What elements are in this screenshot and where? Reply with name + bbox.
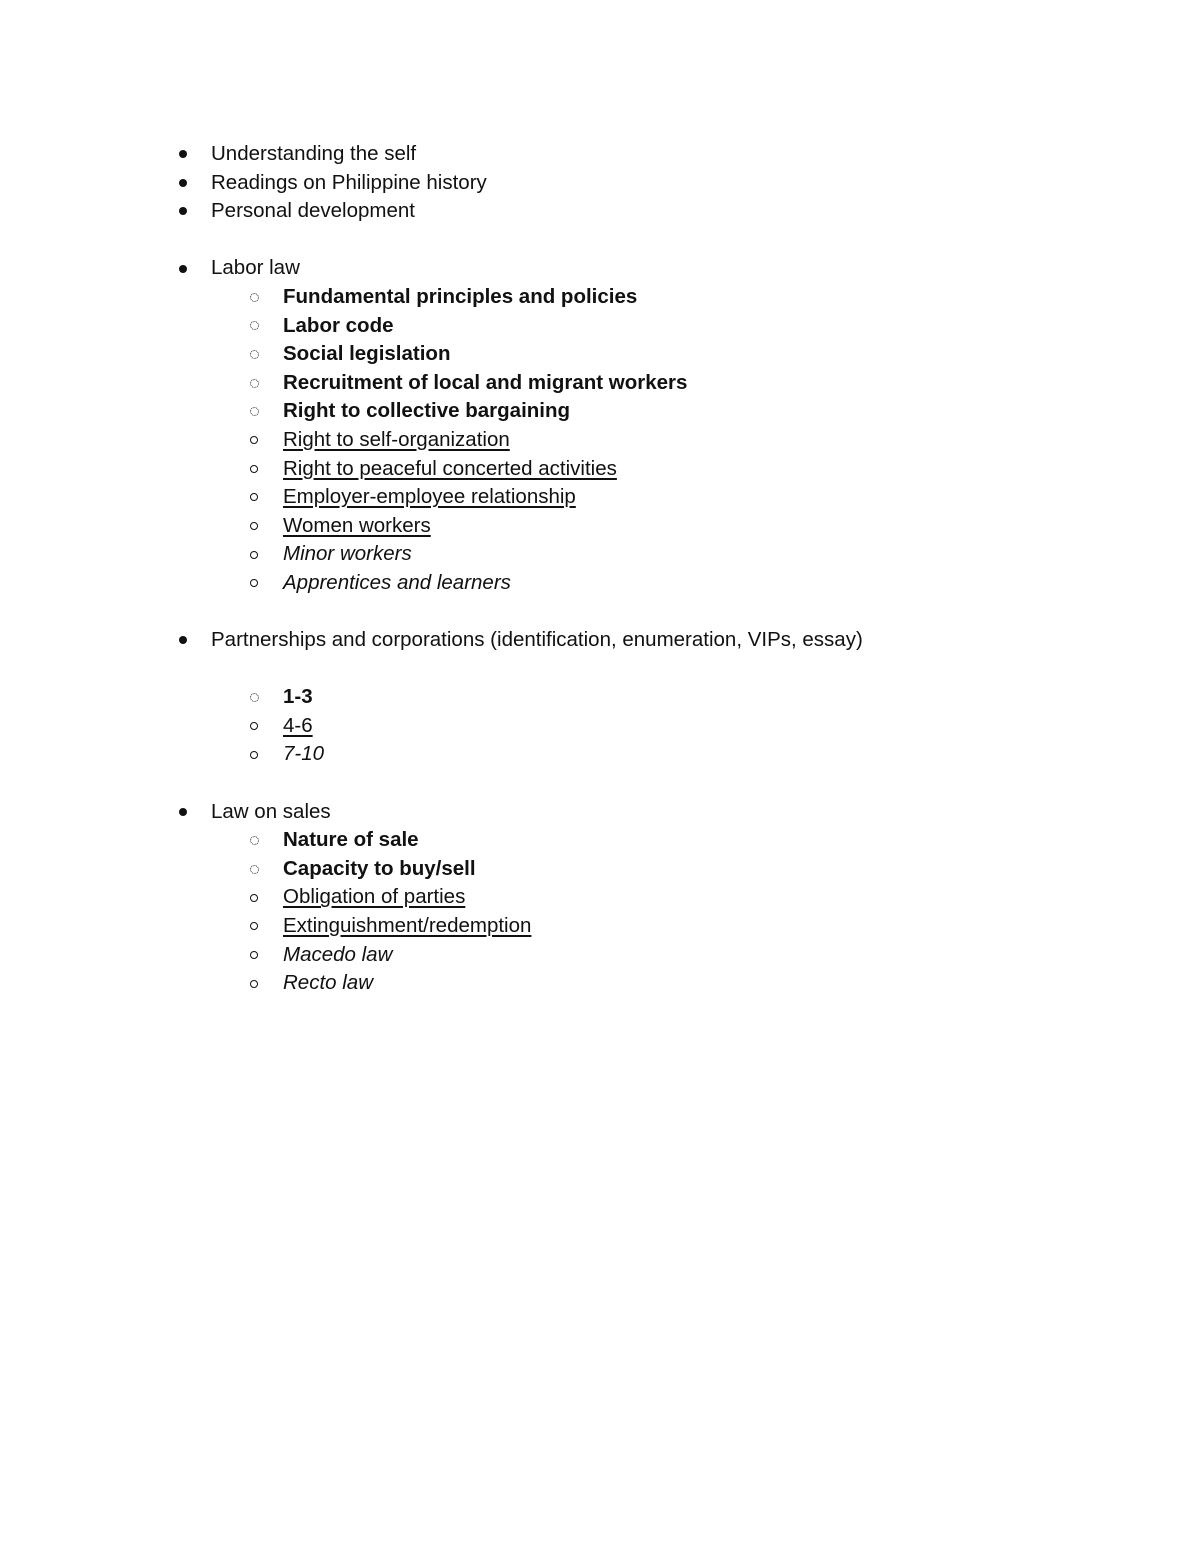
sub-list-item: Nature of sale [0,826,1200,855]
bullet-circle-icon [245,540,263,569]
sub-list-item: 1-3 [0,683,1200,712]
bullet-disc-icon [174,798,192,827]
bullet-disc-icon [174,626,192,655]
bullet-circle-icon [245,426,263,455]
section-heading: Law on sales [0,798,1200,827]
bullet-circle-icon [245,740,263,769]
bullet-disc-icon [174,197,192,226]
list-item: Understanding the self [0,140,1200,169]
bullet-disc-icon [174,140,192,169]
bullet-circle-icon [245,483,263,512]
list-item: Personal development [0,197,1200,226]
sub-list-item: Right to self-organization [0,426,1200,455]
bullet-circle-icon [245,569,263,598]
document-page [0,140,1200,1026]
sub-list-item: Fundamental principles and policies [0,283,1200,312]
sub-list-item: 7-10 [0,740,1200,769]
blank-line [0,655,1200,684]
bullet-circle-icon [245,969,263,998]
sub-list-item: Labor code [0,312,1200,341]
bullet-disc-icon [174,169,192,198]
section-heading: Labor law [0,254,1200,283]
bullet-dotted-circle-icon [245,369,263,398]
sub-list-item: Obligation of parties [0,883,1200,912]
sub-list-item: Employer-employee relationship [0,483,1200,512]
partnerships-section [0,626,1200,769]
sub-list-item: 4-6 [0,712,1200,741]
bullet-dotted-circle-icon [245,826,263,855]
bullet-dotted-circle-icon [245,312,263,341]
sub-list-item: Extinguishment/redemption [0,912,1200,941]
bullet-circle-icon [245,712,263,741]
section-heading: Partnerships and corporations (identification, enumeration, VIPs, essay) [0,626,1200,655]
bullet-dotted-circle-icon [245,683,263,712]
bullet-circle-icon [245,512,263,541]
bullet-circle-icon [245,455,263,484]
bullet-circle-icon [245,912,263,941]
bullet-circle-icon [245,941,263,970]
bullet-dotted-circle-icon [245,855,263,884]
sub-list-item: Right to collective bargaining [0,397,1200,426]
sub-list-item: Minor workers [0,540,1200,569]
law-on-sales-section [0,798,1200,998]
bullet-dotted-circle-icon [245,283,263,312]
bullet-disc-icon [174,254,192,283]
sub-list-item: Right to peaceful concerted activities [0,455,1200,484]
list-item: Readings on Philippine history [0,169,1200,198]
sub-list-item: Women workers [0,512,1200,541]
sub-list-item: Apprentices and learners [0,569,1200,598]
sub-list-item: Macedo law [0,941,1200,970]
sub-list-item: Recruitment of local and migrant workers [0,369,1200,398]
labor-law-section [0,254,1200,597]
bullet-dotted-circle-icon [245,397,263,426]
sub-list-item: Recto law [0,969,1200,998]
sub-list-item: Social legislation [0,340,1200,369]
bullet-circle-icon [245,883,263,912]
bullet-dotted-circle-icon [245,340,263,369]
sub-list-item: Capacity to buy/sell [0,855,1200,884]
general-topics-list [0,140,1200,226]
